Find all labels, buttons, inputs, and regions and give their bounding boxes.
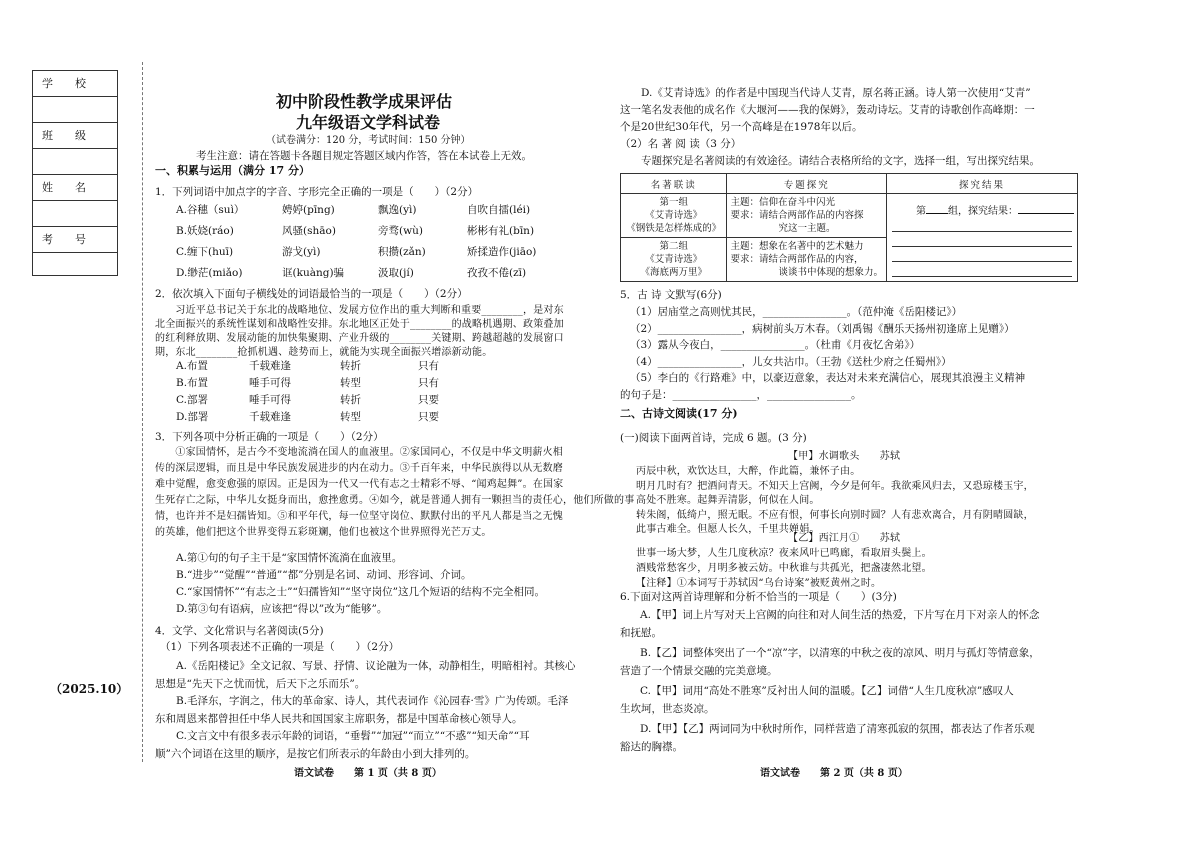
q2-stem: 2．依次填入下面句子横线处的词语最恰当的一项是（ ）（2分） xyxy=(155,288,468,300)
text-line: 北全面振兴的系统性谋划和战略性安排。东北地区正处于________的战略机遇期、政策叠加 xyxy=(155,319,564,330)
q2-option-cell: 转型 xyxy=(340,411,361,423)
text-line: 和抚慰。 xyxy=(620,627,662,639)
text-line: 期，东北________抢抓机遇、趁势而上，就能为实现全面振兴增添新动能。 xyxy=(155,347,493,358)
q2-option-cell: 只要 xyxy=(418,411,439,423)
q2-option-cell: 转折 xyxy=(340,360,361,372)
q1-option-cell: 汲取(jí) xyxy=(378,267,414,279)
page1-footer: 语文试卷 第 1 页（共 8 页） xyxy=(294,768,442,779)
q1-option-cell: 自吹自擂(léi) xyxy=(467,204,531,216)
poem2-note: 【注释】①本词写于苏轼因“乌台诗案”被贬黄州之时。 xyxy=(636,578,882,589)
text-line: 酒贱常愁客少，月明多被云妨。中秋谁与共孤光，把盏凄然北望。 xyxy=(636,562,932,574)
result-cell[interactable]: 第 组，探究结果： xyxy=(887,194,1078,282)
group-2-topic: 主题：想象在名著中的艺术魅力 要求：请结合两部作品的内容， 谈谈书中体现的想象力。 xyxy=(727,238,887,282)
text-line: ①家国情怀，是古今不变地流淌在国人的血液里。②家国同心，不仅是中华文明薪火相 xyxy=(155,447,563,458)
exam-number-blank[interactable] xyxy=(33,253,117,278)
col-header-result: 探究结果 xyxy=(887,174,1078,194)
q5-item: （3）露从今夜白，________________。（杜甫《月夜忆舍弟》） xyxy=(630,339,921,351)
text-line: 营造了一个情景交融的完美意境。 xyxy=(620,665,778,677)
q1-option-cell: C.缠下(huī) xyxy=(176,246,234,258)
exam-title: 初中阶段性教学成果评估 xyxy=(276,92,453,111)
school-label: 学校 xyxy=(33,71,117,97)
q1-option-cell: 矫揉造作(jiāo) xyxy=(467,246,537,258)
q1-option-cell: 旁骛(wù) xyxy=(378,225,423,237)
q6-option: D.【甲】【乙】两词同为中秋时所作，同样营造了清寒孤寂的氛围，都表达了作者乐观 xyxy=(640,723,1035,735)
q2-option-cell: D.部署 xyxy=(176,411,209,423)
table-row xyxy=(621,194,1078,238)
q1-option-cell: 娉婷(pīng) xyxy=(282,204,335,216)
text-line: 传的深层逻辑，而且是中华民族发展进步的内在动力。③千百年来，中华民族得以从无数磨 xyxy=(155,463,563,474)
group-1-topic: 主题：信仰在奋斗中闪光 要求：请结合两部作品的内容探 究这一主题。 xyxy=(727,194,887,238)
q2-option-cell: 只有 xyxy=(418,360,439,372)
group-1-books: 第一组 《艾青诗选》 《钢铁是怎样炼成的》 xyxy=(621,194,727,238)
q6-option: C.【甲】词用“高处不胜寒”反衬出人间的温暖。【乙】词借“人生几度秋凉”感叹人 xyxy=(640,685,1014,697)
q5-stem: 5．古 诗 文默写(6分) xyxy=(620,289,722,301)
exploration-table xyxy=(620,173,1078,282)
exam-notice: 考生注意：请在答题卡各题目规定答题区域内作答，答在本试卷上无效。 xyxy=(196,150,532,162)
q2-option-cell: 千载难逢 xyxy=(249,360,291,372)
q2-option-cell: 只要 xyxy=(418,394,439,406)
exam-meta: （试卷满分：120 分，考试时间：150 分钟） xyxy=(266,135,471,146)
q4-2-description: 专题探究是名著阅读的有效途径。请结合表格所给的文字，选择一组，写出探究结果。 xyxy=(620,155,1040,167)
q2-option-cell: 转折 xyxy=(340,394,361,406)
q1-option-cell: 孜孜不倦(zī) xyxy=(467,267,527,279)
q5-item: （2）________________，病树前头万木春。（刘禹锡《酬乐天扬州初逢席上见赠》） xyxy=(630,322,1015,335)
text-line: 难中觉醒，愈变愈强的原因。正是因为一代又一代有志之士精彩不辱、“闻鸡起舞”。在国家 xyxy=(155,479,564,490)
text-line: A.《岳阳楼记》全文记叙、写景、抒情、议论融为一体，动静相生，明暗相衬。其核心 xyxy=(155,660,576,672)
q2-option-cell: C.部署 xyxy=(176,394,208,406)
binding-line xyxy=(142,62,143,762)
q2-option-cell: B.布置 xyxy=(176,377,209,389)
q3-option: B.“进步”“觉醒”“普通”“都”分别是名词、动词、形容词、介词。 xyxy=(176,569,472,581)
text-line: 习近平总书记关于东北的战略地位、发展方位作出的重大判断和重要________，是对东 xyxy=(155,305,564,316)
q4-sub-stem: （1）下列各项表述不正确的一项是（ ）（2分） xyxy=(160,641,400,653)
q1-option-cell: 积攒(zǎn) xyxy=(378,246,426,258)
q1-option-cell: 彬彬有礼(bīn) xyxy=(467,225,535,237)
text-line: 转朱阁，低绮户，照无眠。不应有恨，何事长向别时圆？人有悲欢离合，月有阴晴圆缺， xyxy=(636,509,1034,521)
text-line: 的英雄，他们把这个世界变得五彩斑斓，他们也被这个世界照得光芒万丈。 xyxy=(155,527,492,538)
student-info-box xyxy=(32,70,118,276)
section-1-heading: 一、积累与运用（满分 17 分） xyxy=(155,164,310,177)
q2-option-cell: 只有 xyxy=(418,377,439,389)
text-line: 个是20世纪30年代，另一个高峰是在1978年以后。 xyxy=(620,121,863,133)
page2-footer: 语文试卷 第 2 页（共 8 页） xyxy=(760,768,908,779)
name-blank[interactable] xyxy=(33,201,117,227)
q2-option-cell: 唾手可得 xyxy=(249,394,291,406)
q1-stem: 1．下列词语中加点字的字音、字形完全正确的一项是（ ）（2分） xyxy=(155,186,479,198)
text-line: 这一笔名发表他的成名作《大堰河——我的保姆》，轰动诗坛。艾青的诗歌创作高峰期：一 xyxy=(620,104,1035,116)
q1-option-cell: 游戈(yì) xyxy=(282,246,321,258)
q6-option: B.【乙】词整体突出了一个“凉”字，以清寒的中秋之夜的凉风、明月与孤灯等情意象， xyxy=(640,647,1040,659)
q5-item: 的句子是：________________，________________。 xyxy=(620,388,862,401)
q1-option-cell: 诓(kuàng)骗 xyxy=(282,267,345,279)
q6-stem: 6.下面对这两首诗理解和分析不恰当的一项是（ ）(3分) xyxy=(620,591,897,603)
class-label: 班级 xyxy=(33,123,117,149)
text-line: 东和周恩来都曾担任中华人民共和国国家主席职务，都是中国革命核心领导人。 xyxy=(155,712,523,725)
text-line: 思想是“先天下之忧而忧，后天下之乐而乐”。 xyxy=(155,677,366,690)
text-line: B.毛泽东，字润之，伟大的革命家、诗人，其代表词作《沁园春·雪》广为传颂。毛泽 xyxy=(155,695,569,707)
text-line: 生坎坷，世态炎凉。 xyxy=(620,703,715,715)
q2-option-cell: 唾手可得 xyxy=(249,377,291,389)
text-line: 的红利释放期、发展动能的加快集聚期、产业升级的________关键期、跨越超越的发展窗口 xyxy=(155,333,564,344)
exam-number-label: 考号 xyxy=(33,227,117,253)
q2-option-cell: 千载难逢 xyxy=(249,411,291,423)
exam-date: （2025.10） xyxy=(50,682,129,696)
q1-option-cell: 飘逸(yì) xyxy=(378,204,417,216)
q1-option-cell: D.缈茫(miǎo) xyxy=(176,267,243,279)
q5-item: （5）李白的《行路难》中，以豪迈意象，表达对未来充满信心，展现其浪漫主义精神 xyxy=(630,372,1026,384)
text-line: 高处不胜寒。起舞弄清影，何似在人间。 xyxy=(636,495,820,506)
text-line: 丙辰中秋，欢饮达旦，大醉，作此篇，兼怀子由。 xyxy=(636,466,861,477)
q2-option-cell: 转型 xyxy=(340,377,361,389)
name-label: 姓名 xyxy=(33,175,117,201)
q4-2-stem: （2）名 著 阅 读（3 分） xyxy=(620,138,742,150)
text-line: 生死存亡之际，中华儿女挺身而出，愈挫愈勇。④如今，就是普通人拥有一颗担当的责任心，他们所做的事 xyxy=(155,495,635,506)
exam-subtitle: 九年级语文学科试卷 xyxy=(296,113,441,132)
poem2-title: 【乙】西江月① 苏轼 xyxy=(788,533,901,544)
q3-stem: 3．下列各项中分析正确的一项是（ ）（2分） xyxy=(155,431,384,443)
col-header-books: 名著联读 xyxy=(621,174,727,194)
q5-item: （4）________________，儿女共沾巾。（王勃《送杜少府之任蜀州》） xyxy=(630,355,952,368)
q3-option: A.第①句的句子主干是“家国情怀流淌在血液里。 xyxy=(176,552,403,564)
q1-option-cell: B.妖娆(ráo) xyxy=(176,225,234,237)
q3-option: C.“家国情怀”“有志之士”“妇孺皆知”“坚守岗位”这几个短语的结构不完全相同。 xyxy=(176,586,545,598)
text-line: 世事一场大梦，人生几度秋凉？夜来风叶已鸣廊，看取眉头鬓上。 xyxy=(636,548,932,559)
text-line: 豁达的胸襟。 xyxy=(620,741,683,753)
q1-option-cell: 风骚(shāo) xyxy=(282,225,336,237)
q5-item: （1）居庙堂之高则忧其民，________________。（范仲淹《岳阳楼记》） xyxy=(630,306,963,318)
q6-intro: (一)阅读下面两首诗，完成 6 题。(3 分) xyxy=(620,432,807,444)
school-blank[interactable] xyxy=(33,97,117,123)
group-2-books: 第二组 《艾青诗选》 《海底两万里》 xyxy=(621,238,727,282)
text-line: C.文言文中有很多表示年龄的词语，“垂髫”“加冠”“而立”“不惑”“知天命”“耳 xyxy=(155,730,530,742)
q3-option: D.第③句有语病，应该把“得以”改为“能够”。 xyxy=(176,603,388,615)
q2-option-cell: A.布置 xyxy=(176,360,208,372)
col-header-topic: 专题探究 xyxy=(727,174,887,194)
poem1-title: 【甲】水调歌头 苏轼 xyxy=(788,451,901,462)
text-line: D.《艾青诗选》的作者是中国现当代诗人艾青，原名蒋正涵。诗人第一次使用“艾青” xyxy=(620,87,1031,99)
q4-stem: 4．文学、文化常识与名著阅读(5分) xyxy=(155,625,324,637)
section-2-heading: 二、古诗文阅读(17 分) xyxy=(620,407,738,420)
text-line: 顺”六个词语在这里的顺序，是按它们所表示的年龄由小到大排列的。 xyxy=(155,747,476,760)
text-line: 情，也许并不是妇孺皆知。⑤和平年代，每一位坚守岗位、默默付出的平凡人都是当之无愧 xyxy=(155,511,563,522)
text-line: 此事古难全。但愿人长久，千里共婵娟。 xyxy=(636,524,820,535)
q6-option: A.【甲】词上片写对天上宫阙的向往和对人间生活的热爱，下片写在月下对亲人的怀念 xyxy=(640,609,1040,621)
class-blank[interactable] xyxy=(33,149,117,175)
text-line: 明月几时有？把酒问青天。不知天上宫阙，今夕是何年。我欲乘风归去，又恐琼楼玉宇， xyxy=(636,480,1034,492)
q1-option-cell: A.谷穗（suì） xyxy=(176,204,245,216)
